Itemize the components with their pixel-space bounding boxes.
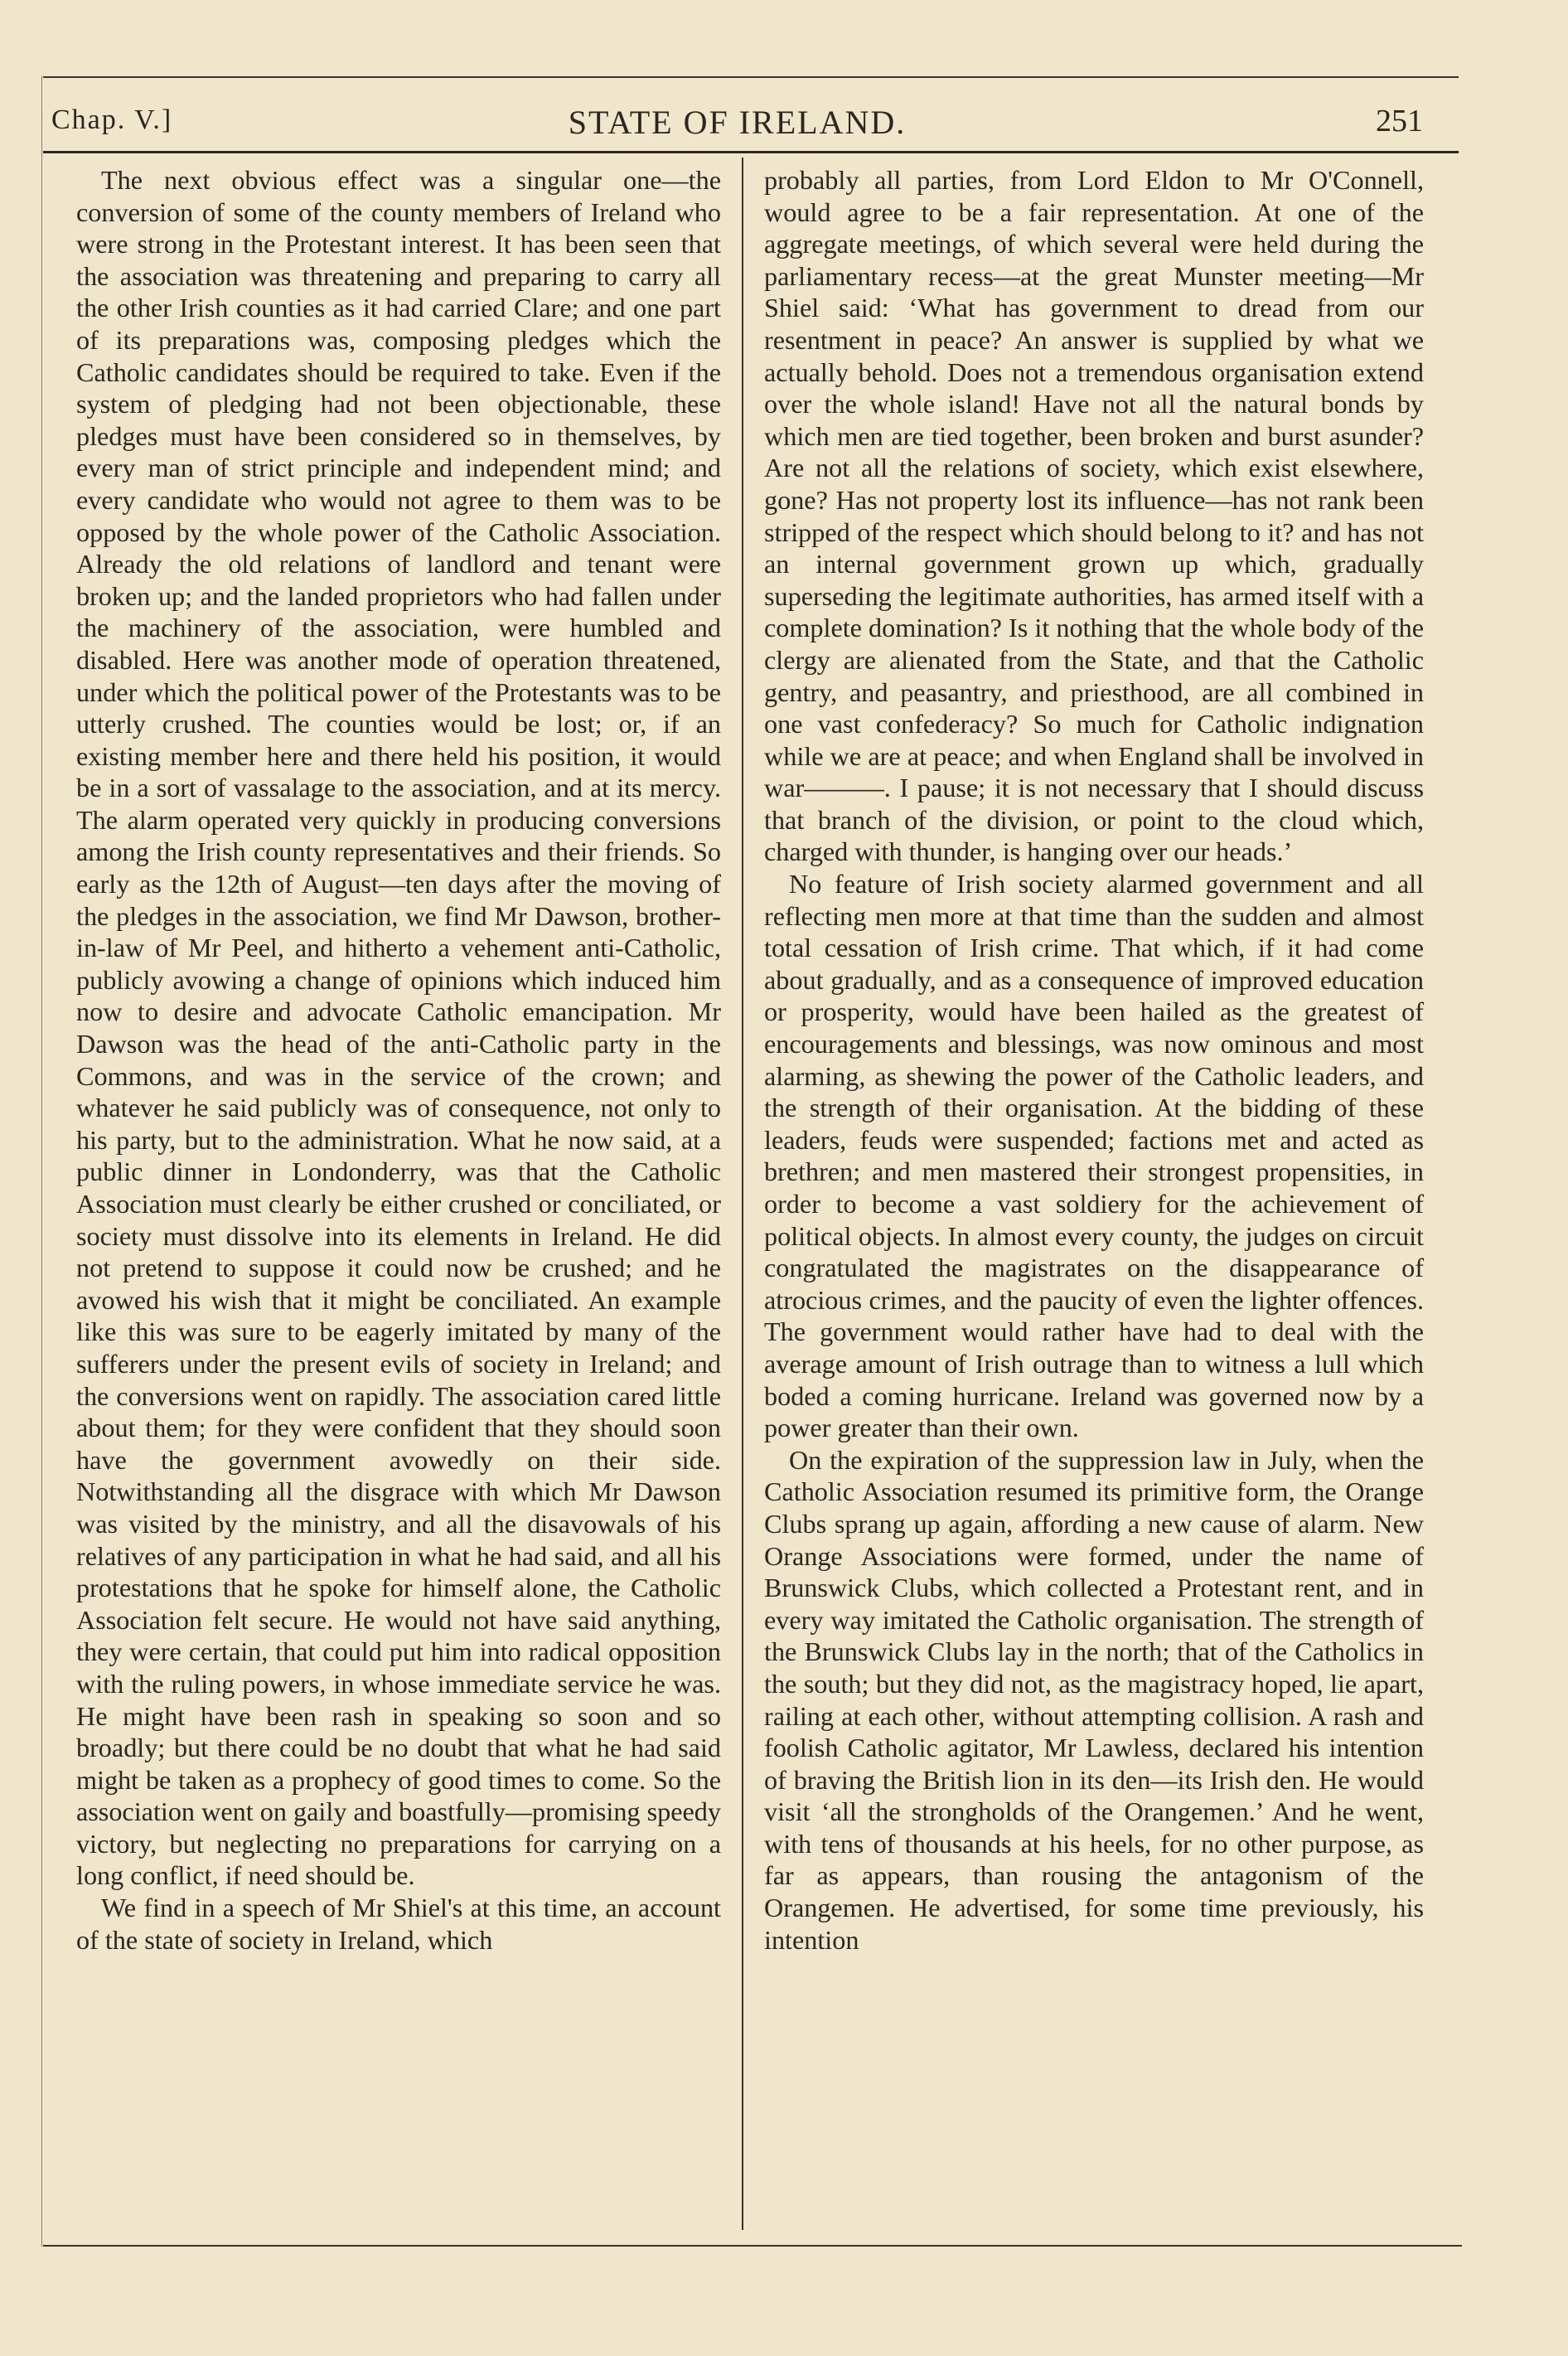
- bottom-rule: [43, 2245, 1462, 2247]
- right-column: [764, 164, 1424, 2212]
- paragraph: We find in a speech of Mr Shiel's at this time, an account of the state of society in Ireland, which: [76, 1893, 721, 1955]
- running-header: [51, 98, 1423, 148]
- paragraph: On the expiration of the suppression law in July, when the Catholic Association resumed its primitive form, the Orange Clubs sprang up again, affording a new cause of alarm. New Orange Associations were formed, under the name of Brunswick Clubs, which collected a Protestant rent, and in every way imitated the Catholic organisation. The strength of the Brunswick Clubs lay in the north; that of the Catholics in the south; but they did not, as the magistracy hoped, lie apart, railing at each other, without attempting collision. A rash and foolish Catholic agitator, Mr Lawless, declared his intention of braving the British lion in its den—its Irish den. He would visit ‘all the strongholds of the Orangemen.’ And he went, with tens of thousands at his heels, for no other purpose, as far as appears, than rousing the antagonism of the Orangemen. He advertised, for some time previously, his intention: [764, 1444, 1424, 1955]
- chapter-label: Chap. V.]: [51, 104, 173, 135]
- page-edge-line: [41, 76, 42, 2247]
- top-rule: [43, 76, 1459, 78]
- paragraph: probably all parties, from Lord Eldon to Mr O'Connell, would agree to be a fair representation. At one of the aggregate meetings, of which several were held during the parliamentary recess—at the great Munster meeting—Mr Shiel said: ‘What has government to dread from our resentment in peace? An answer is supplied by what we actually behold. Does not a tremendous organisation extend over the whole island! Have not all the natural bonds by which men are tied together, been broken and burst asunder? Are not all the relations of society, which exist elsewhere, gone? Has not property lost its influence—has not rank been stripped of the respect which should belong to it? and has not an internal government grown up which, gradually superseding the legitimate authorities, has armed itself with a complete domination? Is it nothing that the whole body of the clergy are alienated from the State, and that the Catholic gentry, and peasantry, and priesthood, are all combined in one vast confederacy? So much for Catholic indignation while we are at peace; and when England shall be involved in war———. I pause; it is not necessary that I should discuss that branch of the division, or point to the cloud which, charged with thunder, is hanging over our heads.’: [764, 165, 1424, 867]
- left-column: [76, 164, 721, 2212]
- paragraph: No feature of Irish society alarmed government and all reflecting men more at that time than the sudden and almost total cessation of Irish crime. That which, if it had come about gradually, and as a consequence of improved education or prosperity, would have been hailed as the greatest of encouragements and blessings, was now ominous and most alarming, as shewing the power of the Catholic leaders, and the strength of their organisation. At the bidding of these leaders, feuds were suspended; factions met and acted as brethren; and men mastered their strongest propensities, in order to become a vast soldiery for the achievement of political objects. In almost every county, the judges on circuit congratulated the magistrates on the disappearance of atrocious crimes, and the paucity of even the lighter offences. The government would rather have had to deal with the average amount of Irish outrage than to witness a lull which boded a coming hurricane. Ireland was governed now by a power greater than their own.: [764, 869, 1424, 1443]
- column-divider: [742, 158, 743, 2230]
- paragraph: The next obvious effect was a singular one—the conversion of some of the county members of Ireland who were strong in the Protestant interest. It has been seen that the association was threatening and preparing to carry all the other Irish counties as it had carried Clare; and one part of its preparations was, composing pledges which the Catholic candidates should be required to take. Even if the system of pledging had not been objectionable, these pledges must have been considered so in themselves, by every man of strict principle and independent mind; and every candidate who would not agree to them was to be opposed by the whole power of the Catholic Association. Already the old relations of landlord and tenant were broken up; and the landed proprietors who had fallen under the machinery of the association, were humbled and disabled. Here was another mode of operation threatened, under which the political power of the Protestants was to be utterly crushed. The counties would be lost; or, if an existing member here and there held his position, it would be in a sort of vassalage to the association, and at its mercy. The alarm operated very quickly in producing conversions among the Irish county representatives and their friends. So early as the 12th of August—ten days after the moving of the pledges in the association, we find Mr Dawson, brother-in-law of Mr Peel, and hitherto a vehement anti-Catholic, publicly avowing a change of opinions which induced him now to desire and advocate Catholic emancipation. Mr Dawson was the head of the anti-Catholic party in the Commons, and was in the service of the crown; and whatever he said publicly was of consequence, not only to his party, but to the administration. What he now said, at a public dinner in Londonderry, was that the Catholic Association must clearly be either crushed or conciliated, or society must dissolve into its elements in Ireland. He did not pretend to suppose it could now be crushed; and he avowed his wish that it might be conciliated. An example like this was sure to be eagerly imitated by many of the sufferers under the present evils of society in Ireland; and the conversions went on rapidly. The association cared little about them; for they were confident that they should soon have the government avowedly on their side. Notwithstanding all the disgrace with which Mr Dawson was visited by the ministry, and all the disavowals of his relatives of any participation in what he had said, and all his protestations that he spoke for himself alone, the Catholic Association felt secure. He would not have said anything, they were certain, that could put him into radical opposition with the ruling powers, in whose immediate service he was. He might have been rash in speaking so soon and so broadly; but there could be no doubt that what he had said might be taken as a prophecy of good times to come. So the association went on gaily and boastfully—promising speedy victory, but neglecting no preparations for carrying on a long conflict, if need should be.: [76, 165, 721, 1891]
- header-rule: [43, 151, 1459, 153]
- page-title: STATE OF IRELAND.: [568, 104, 907, 141]
- page-number: 251: [1376, 104, 1423, 138]
